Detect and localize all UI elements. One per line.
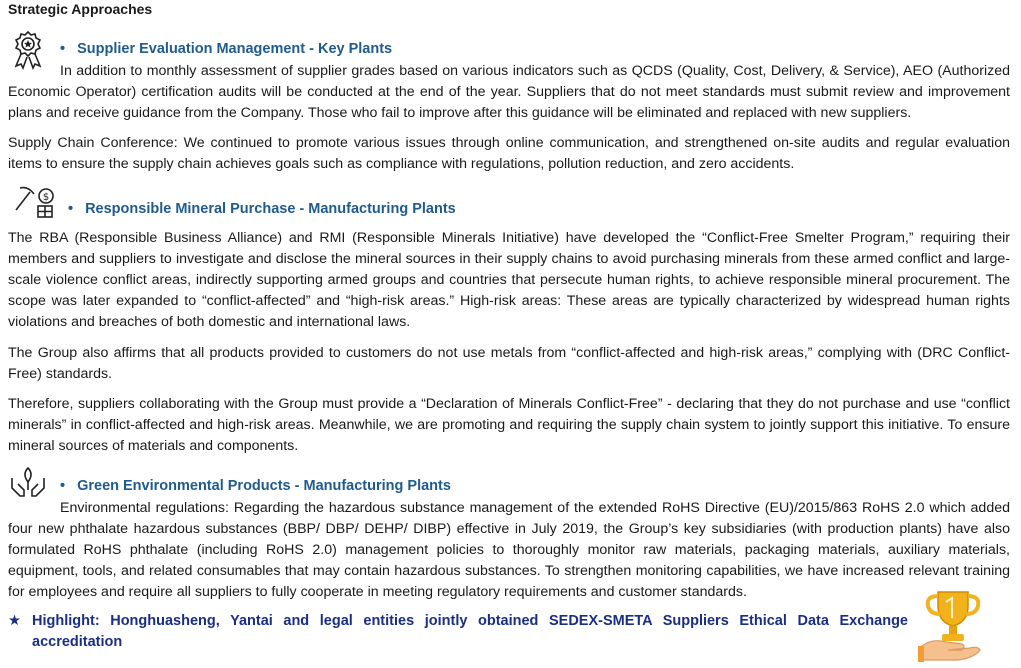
page-title: Strategic Approaches bbox=[8, 1, 153, 17]
environmental-regulations-paragraph: Environmental regulations: Regarding the hazardous substance management of the extended RoHS Directive (EU)/2015/863 RoHS 2.0 which added four new phthalate hazardous substances (BBP/ DBP/ DEHP/ DIBP) effective in July 2019, the Group’s key subsidiaries (with production plants) have also formulated RoHS phthalate (including RoHS 2.0) management policies to thoroughly monitor raw materials, packaging materials, auxiliary materials, equipment, tools, and related consumables that may contain hazardous substances. To strengthen monitoring capabilities, we have increased relevant training for employees and require all suppliers to fully cooperate in meeting regulatory requirements and customer standards. bbox=[8, 500, 1010, 600]
section-heading-responsible-mineral: • Responsible Mineral Purchase - Manufacturing Plants bbox=[68, 201, 456, 217]
highlight-note bbox=[8, 611, 908, 653]
section-heading-green-environmental: • Green Environmental Products - Manufacturing Plants bbox=[60, 478, 451, 494]
star-icon: ★ bbox=[8, 613, 21, 629]
highlight-text: Highlight: Honghuasheng, Yantai and legal entities jointly obtained SEDEX-SMETA Suppliers Ethical Data Exchange accreditation bbox=[32, 613, 908, 650]
svg-text:$: $ bbox=[42, 192, 50, 203]
rba-rmi-paragraph: The RBA (Responsible Business Alliance) and RMI (Responsible Minerals Initiative) have developed the “Conflict-Free Smelter Program,” requiring their members and suppliers to investigate and disclose the mineral sources in their supply chains to avoid purchasing minerals from these armed conflict and large-scale violence conflict areas, indirectly supporting armed groups and countries that persecute human rights, to achieve responsible mineral procurement. The scope was later expanded to “conflict-affected” and “high-risk areas.” High-risk areas: These areas are typically characterized by widespread human rights violations and breaches of both domestic and international laws. bbox=[8, 230, 1010, 330]
supply-chain-conference-paragraph: Supply Chain Conference: We continued to promote various issues through online communication, and strengthened on-site audits and regular evaluation items to ensure the supply chain achieves goals such as compliance with regulations, pollution reduction, and zero accidents. bbox=[8, 135, 1010, 172]
trophy-hand-icon bbox=[918, 584, 992, 662]
group-affirms-paragraph: The Group also affirms that all products provided to customers do not use metals from “conflict-affected and high-risk areas,” complying with (DRC Conflict-Free) standards. bbox=[8, 345, 1010, 382]
section-heading-supplier-evaluation: • Supplier Evaluation Management - Key Plants bbox=[60, 41, 393, 57]
declaration-paragraph: Therefore, suppliers collaborating with the Group must provide a “Declaration of Minerals Conflict-Free” - declaring that they do not purchase and use “conflict minerals” in conflict-affected and high-risk areas. Meanwhile, we are promoting and requiring the supply chain system to jointly support this initiative. To ensure mineral sources of materials and components. bbox=[8, 396, 1010, 454]
pickaxe-coin-icon bbox=[12, 184, 58, 220]
supplier-evaluation-paragraph: In addition to monthly assessment of supplier grades based on various indicators such as QCDS (Quality, Cost, Delivery, & Service), AEO (Authorized Economic Operator) certification audits will be conducted at the end of the year. Suppliers that do not meet standards must submit review and improvement plans and receive guidance from the Company. Those who fail to improve after this guidance will be eliminated and replaced with new suppliers. bbox=[8, 63, 1010, 121]
hands-leaf-icon bbox=[10, 464, 46, 500]
